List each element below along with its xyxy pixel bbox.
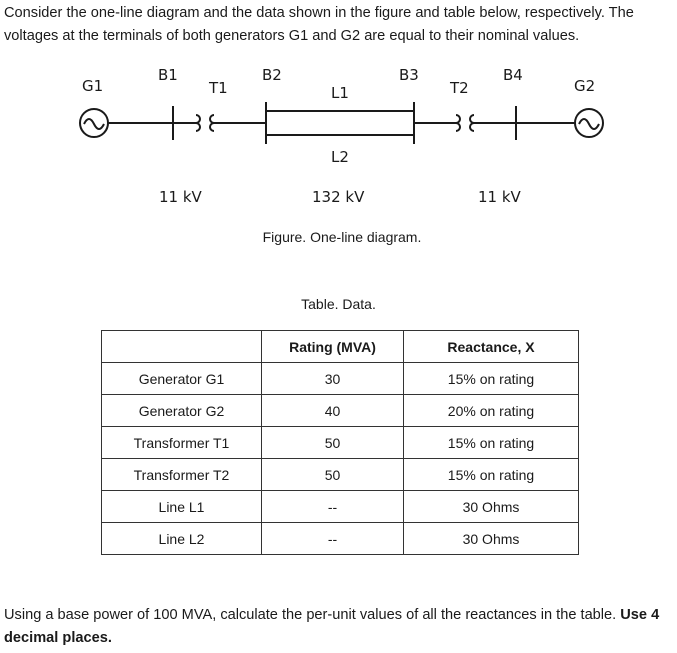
table-row (102, 363, 579, 395)
label-l2: L2 (331, 148, 349, 166)
cell-rating: -- (262, 523, 404, 555)
label-t1: T1 (209, 79, 228, 97)
cell-reactance: 20% on rating (404, 395, 579, 427)
label-t2: T2 (450, 79, 469, 97)
cell-equipment: Line L2 (102, 523, 262, 555)
question-text (4, 604, 674, 650)
cell-equipment: Generator G2 (102, 395, 262, 427)
label-b3: B3 (399, 66, 419, 84)
cell-rating: 30 (262, 363, 404, 395)
table-header-row (102, 331, 579, 363)
cell-equipment: Transformer T2 (102, 459, 262, 491)
cell-rating: -- (262, 491, 404, 523)
question-emphasis: Use 4 decimal places. (4, 607, 660, 646)
header-cell: Reactance, X (404, 331, 579, 363)
cell-equipment: Line L1 (102, 491, 262, 523)
cell-reactance: 15% on rating (404, 459, 579, 491)
label-g1: G1 (82, 77, 104, 95)
cell-rating: 50 (262, 459, 404, 491)
header-cell: Rating (MVA) (262, 331, 404, 363)
cell-equipment: Generator G1 (102, 363, 262, 395)
label-l1: L1 (331, 84, 349, 102)
voltage-left: 11 kV (159, 188, 202, 206)
transformer-t2-symbol (456, 115, 460, 131)
table-row (102, 459, 579, 491)
table-row (102, 491, 579, 523)
table-caption: Table. Data. (301, 296, 376, 312)
label-g2: G2 (574, 77, 596, 95)
voltage-right: 11 kV (478, 188, 521, 206)
cell-reactance: 30 Ohms (404, 491, 579, 523)
table-row (102, 395, 579, 427)
cell-equipment: Transformer T1 (102, 427, 262, 459)
label-b1: B1 (158, 66, 178, 84)
label-b2: B2 (262, 66, 282, 84)
cell-rating: 40 (262, 395, 404, 427)
figure-caption: Figure. One-line diagram. (262, 229, 422, 245)
cell-reactance: 15% on rating (404, 427, 579, 459)
label-b4: B4 (503, 66, 523, 84)
question-body: Using a base power of 100 MVA, calculate the per-unit values of all the reactances in the table. (4, 607, 621, 623)
header-cell (102, 331, 262, 363)
one-line-diagram (0, 58, 677, 258)
table-row (102, 427, 579, 459)
table-row (102, 523, 579, 555)
voltage-middle: 132 kV (312, 188, 365, 206)
data-table (101, 330, 579, 555)
intro-text: Consider the one-line diagram and the data shown in the figure and table below, respectively. The voltages at the terminals of both generators G1 and G2 are equal to their nominal values. (4, 5, 634, 44)
cell-rating: 50 (262, 427, 404, 459)
cell-reactance: 15% on rating (404, 363, 579, 395)
cell-reactance: 30 Ohms (404, 523, 579, 555)
transformer-t1-symbol (196, 115, 200, 131)
